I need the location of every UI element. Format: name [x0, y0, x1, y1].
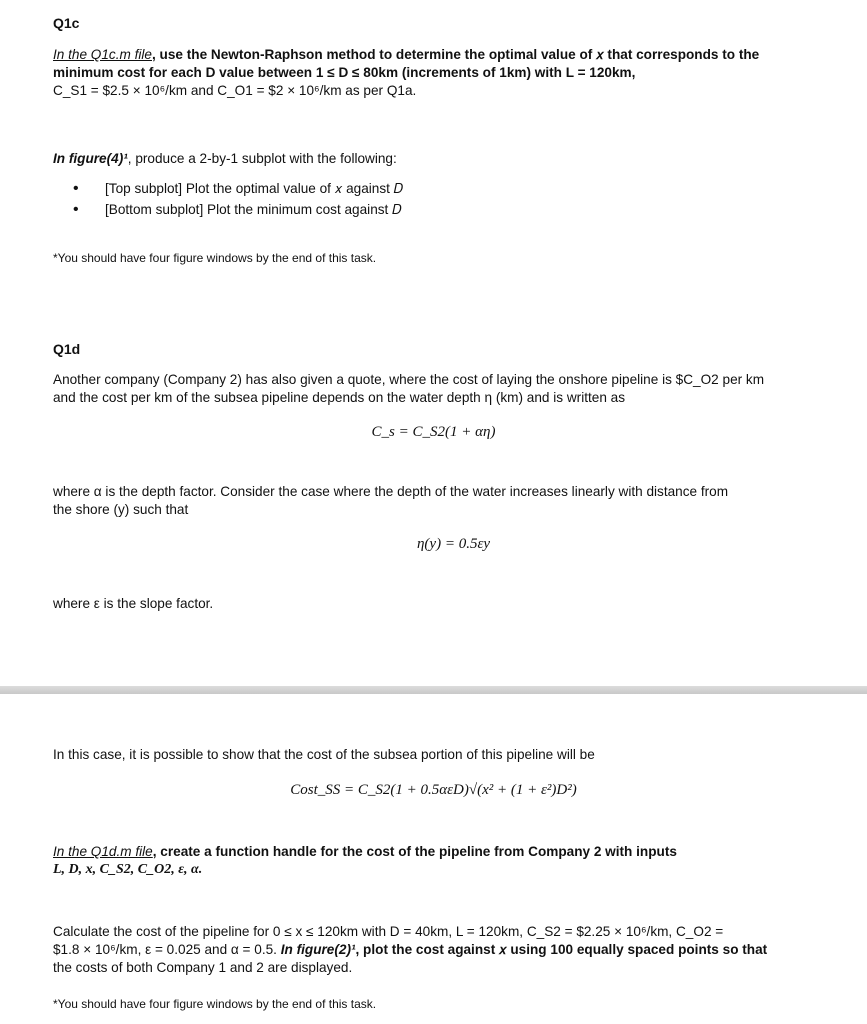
q1d-para3: where ε is the slope factor.: [53, 596, 214, 611]
q1d-task2-line3: the costs of both Company 1 and 2 are displayed.: [53, 960, 353, 975]
equation-depth: η(y) = 0.5εy: [416, 536, 491, 552]
q1c-intro-line2: minimum cost for each D value between 1 ≤ D ≤ 80km (increments of 1km) with L = 120km,: [53, 65, 636, 80]
q1d-para2: [53, 483, 807, 519]
q1d-task2: [53, 923, 807, 977]
q1d-task1-line1: [53, 843, 807, 861]
list-item: • [Top subplot] Plot the optimal value of 𝑥 against 𝐷: [53, 178, 807, 199]
q1d-para2-line1: where α is the depth factor. Consider the case where the depth of the water increases linearly with distance from: [53, 484, 729, 499]
equation-subsea-cost: Cost_SS = C_S2(1 + 0.5αεD)√(x² + (1 + ε²)D²): [290, 782, 577, 798]
equation-cost-per-km: C_s = C_S2(1 + αη): [371, 424, 496, 440]
q1c-intro-line1: [53, 46, 807, 64]
q1d-heading: Q1d: [53, 341, 81, 357]
q1d-para1-line1: Another company (Company 2) has also given a quote, where the cost of laying the onshore pipeline is $C_O2 per km: [53, 372, 765, 387]
q1c-intro: [53, 46, 807, 100]
q1d-task1: [53, 843, 807, 879]
q1d-figure-label: In figure(2)¹: [280, 942, 356, 957]
q1c-file-link: In the Q1c.m file: [53, 47, 152, 62]
q1c-bullet-list: [53, 178, 807, 220]
q1d-para4: In this case, it is possible to show that the cost of the subsea portion of this pipeline will be: [53, 747, 595, 762]
q1d-para1-line2: and the cost per km of the subsea pipeline depends on the water depth η (km) and is written as: [53, 390, 626, 405]
q1d-file-link: In the Q1d.m file: [53, 844, 153, 859]
q1d-para2-line2: the shore (y) such that: [53, 502, 189, 517]
q1d-para1: [53, 371, 807, 407]
q1c-intro-line3: C_S1 = $2.5 × 10⁶/km and C_O1 = $2 × 10⁶/km as per Q1a.: [53, 83, 417, 98]
q1d-task1-rest: , create a function handle for the cost of the pipeline from Company 2 with inputs: [152, 844, 677, 859]
q1c-figure-rest: , produce a 2-by-1 subplot with the following:: [127, 151, 397, 166]
page-break: [0, 686, 867, 694]
q1c-intro-line1-rest: , use the Newton-Raphson method to determine the optimal value of 𝑥 that corresponds to the: [151, 47, 760, 62]
q1d-task2-line2-a: $1.8 × 10⁶/km, ε = 0.025 and α = 0.5.: [53, 942, 277, 957]
q1d-note: *You should have four figure windows by the end of this task.: [53, 997, 377, 1011]
q1d-task2-line1: Calculate the cost of the pipeline for 0 ≤ x ≤ 120km with D = 40km, L = 120km, C_S2 = $2.25 × 10⁶/km, C_O2 =: [53, 924, 724, 939]
list-item: • [Bottom subplot] Plot the minimum cost against 𝐷: [53, 199, 807, 220]
q1d-task2-line2: [53, 941, 807, 959]
page-2: [0, 694, 867, 1024]
q1d-task2-line2-b: , plot the cost against 𝑥 using 100 equally spaced points so that: [355, 942, 768, 957]
q1c-figure-instruction: [53, 150, 807, 168]
q1c-note: *You should have four figure windows by the end of this task.: [53, 251, 377, 265]
q1d-task1-line2: L, D, x, C_S2, C_O2, ε, α.: [53, 862, 203, 877]
q1c-heading: Q1c: [53, 15, 80, 31]
q1c-figure-label: In figure(4)¹: [53, 151, 128, 166]
